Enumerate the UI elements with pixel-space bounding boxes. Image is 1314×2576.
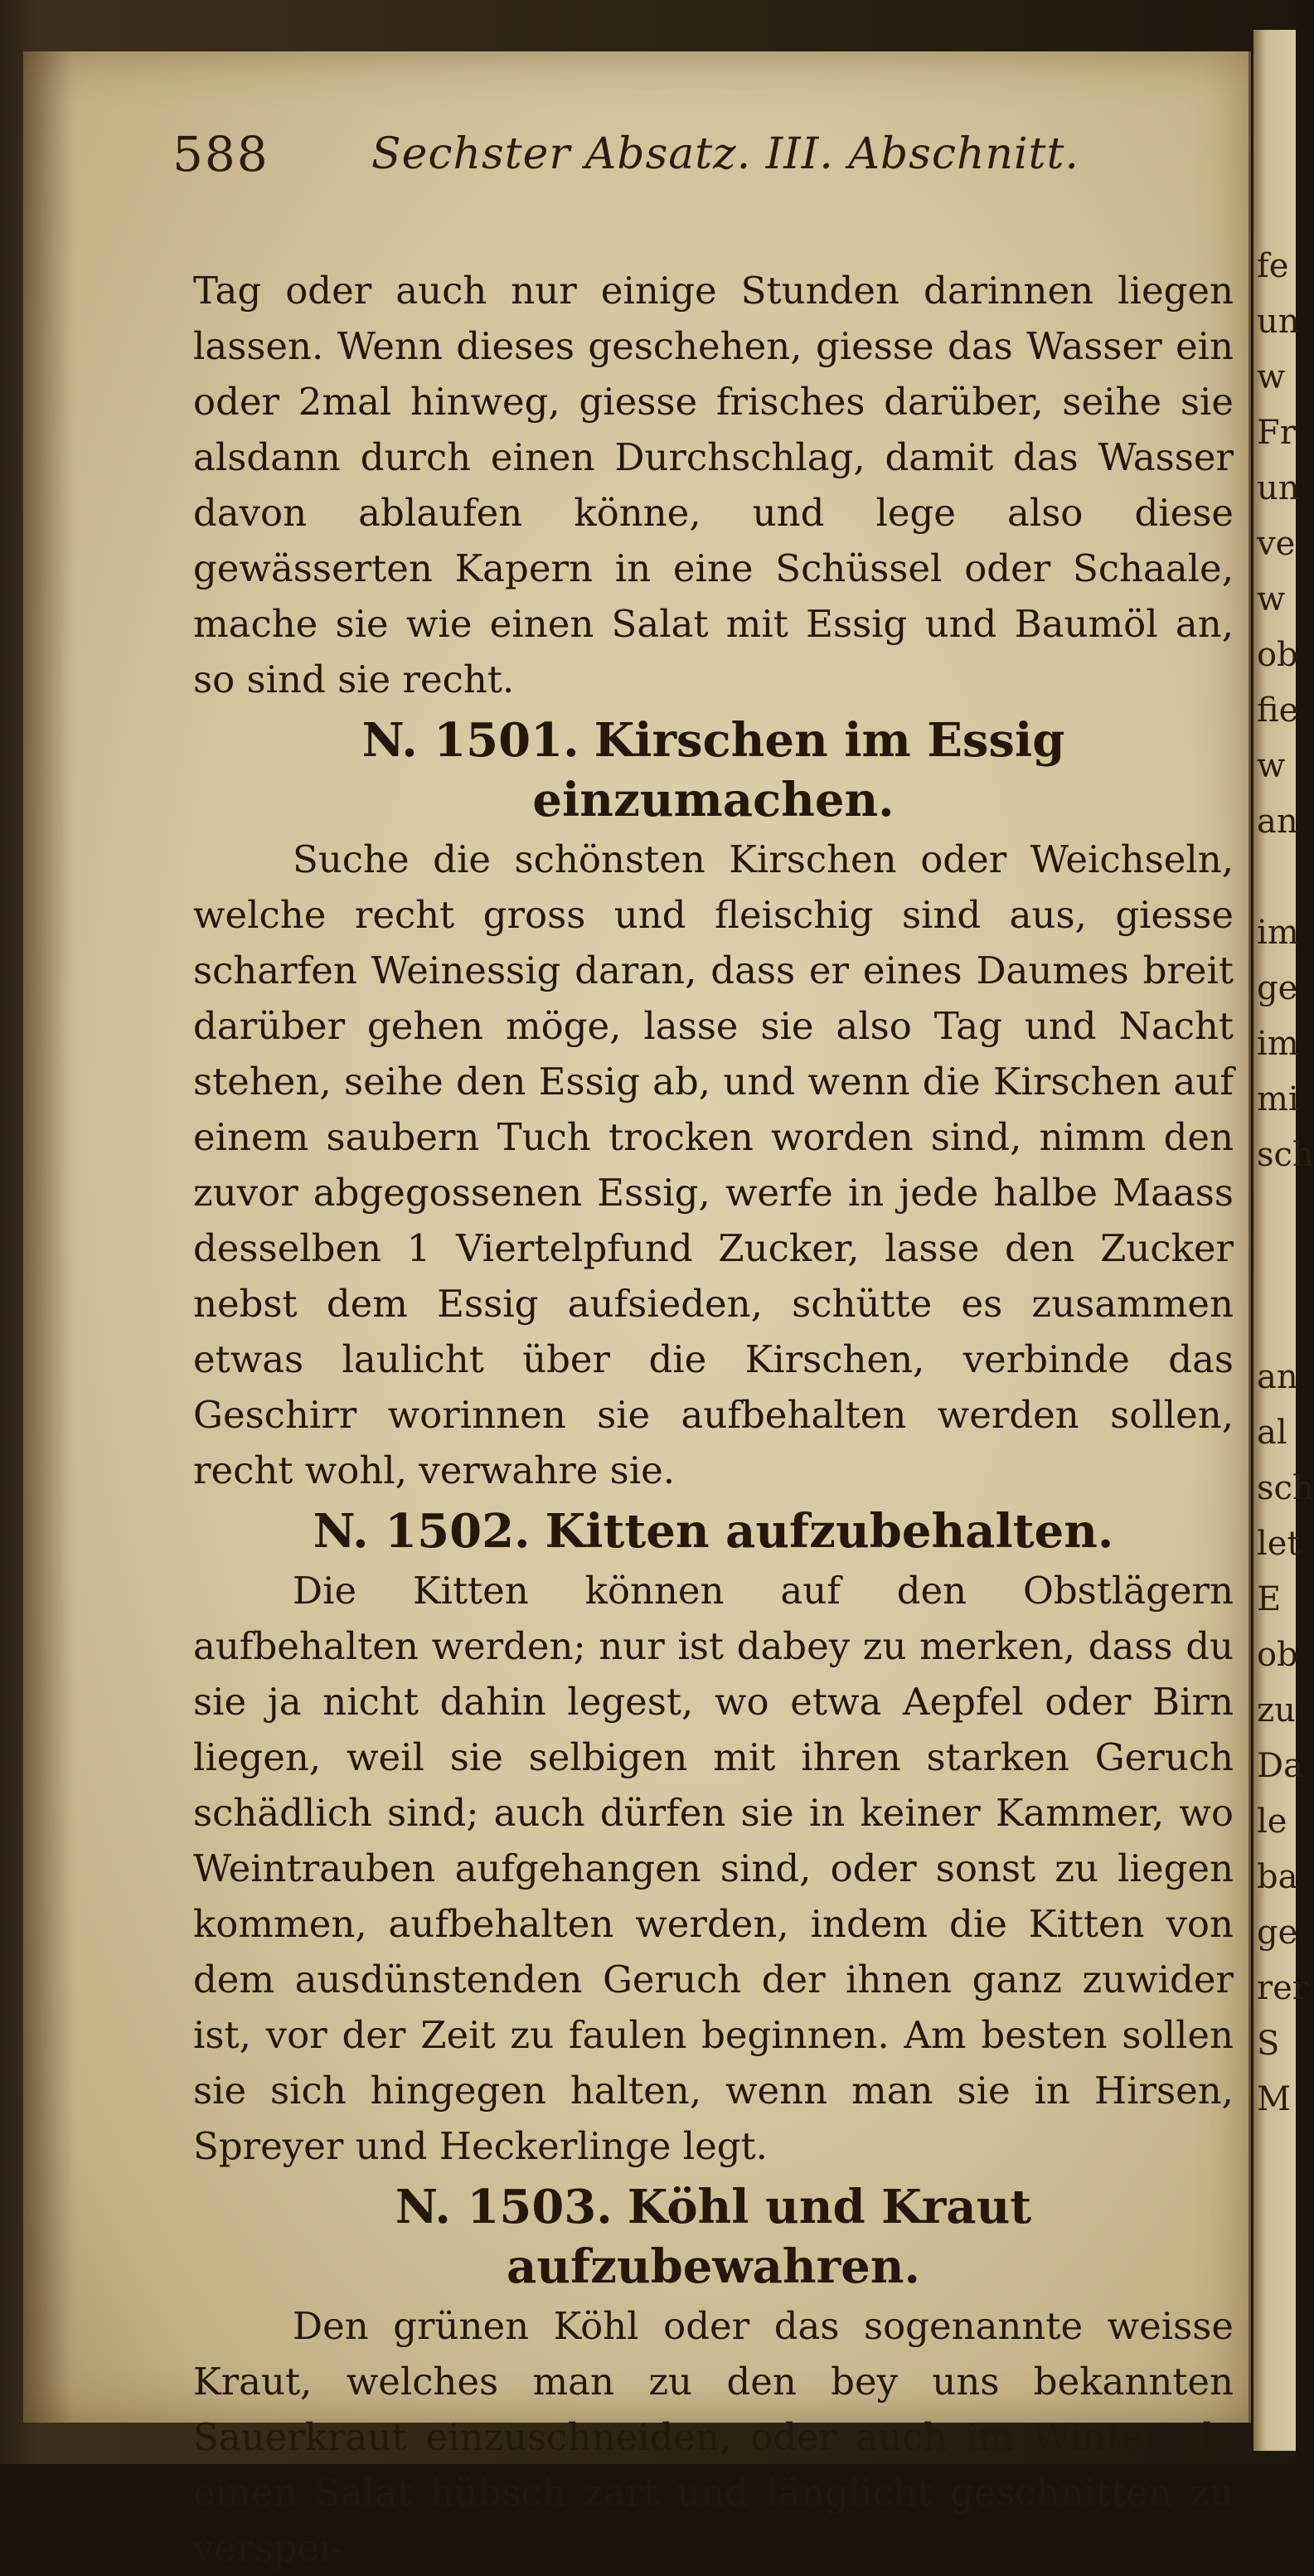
paragraph-kitten: Die Kitten können auf den Obstlägern aufbehalten werden; nur ist dabey zu merken, dass du sie ja nicht dahin legest, wo etwa Aepfel oder Birn liegen, weil sie selbigen mit ihren starken Geruch schädlich sind; auch dürfen sie in keiner Kammer, wo Weintrauben aufgehangen sind, oder sonst zu liegen kommen, aufbehalten werden, indem die Kitten von dem ausdünstenden Geruch der ihnen ganz zuwider ist, vor der Zeit zu faulen beginnen. Am besten sollen sie sich hingegen halten, wenn man sie in Hirsen, Spreyer und Heckerlinge legt. xyxy=(193,1569,1234,2168)
facing-page-fragment: sch xyxy=(1257,1136,1314,1174)
facing-page-edge xyxy=(1253,30,1314,2451)
text-block xyxy=(193,263,1234,2576)
page-gutter-shadow xyxy=(23,51,73,2423)
facing-page-fragment: an xyxy=(1257,803,1298,841)
facing-page-fragment: fe xyxy=(1257,247,1289,285)
section-title: Kitten aufzubehalten. xyxy=(545,1504,1114,1559)
section-number: N. 1501. xyxy=(361,713,579,768)
facing-page-fragment: im xyxy=(1257,1025,1299,1063)
facing-page-text-fragments xyxy=(1257,239,1314,2127)
facing-page-fragment: im xyxy=(1257,914,1299,952)
facing-page-fragment: ve xyxy=(1257,525,1296,563)
facing-page-fragment: w xyxy=(1257,580,1286,619)
facing-page-fragment: ob xyxy=(1257,1636,1298,1674)
facing-page-fragment xyxy=(1257,1183,1307,1239)
facing-page-fragment: ba xyxy=(1257,1858,1298,1896)
facing-page-fragment: le xyxy=(1257,1802,1287,1841)
facing-page-fragment: w xyxy=(1257,747,1286,785)
page-number: 588 xyxy=(172,126,269,182)
facing-page-fragment: M xyxy=(1257,2080,1291,2118)
section-heading-1502 xyxy=(193,1501,1234,1561)
section-heading-1503 xyxy=(193,2177,1234,2297)
facing-page-fragment: let xyxy=(1257,1525,1301,1563)
facing-page-fragment: ge xyxy=(1257,969,1298,1007)
facing-page-fragment: rer xyxy=(1257,1969,1308,2007)
facing-page-fragment: ge xyxy=(1257,1914,1298,1952)
paragraph-kohl: Den grünen Köhl oder das sogenannte weisse Kraut, welches man zu den bey uns bekannten Sauerkraut einzuschneiden, oder auch im Winter als einen Salat hübsch zart und länglicht geschnitten zu verspei- xyxy=(193,2304,1234,2570)
facing-page-fragment: ob xyxy=(1257,636,1298,674)
section-number: N. 1502. xyxy=(313,1504,531,1559)
facing-page-fragment: Fr xyxy=(1257,414,1296,452)
facing-page-fragment: fie xyxy=(1257,691,1299,730)
facing-page-fragment xyxy=(1257,850,1307,905)
facing-page-fragment: sch xyxy=(1257,1469,1314,1507)
facing-page-fragment: S xyxy=(1257,2025,1280,2063)
page-header xyxy=(172,126,1109,201)
facing-page-fragment: w xyxy=(1257,358,1286,396)
section-title: Kirschen im Essig einzumachen. xyxy=(532,713,1065,827)
facing-page-fragment: an xyxy=(1257,1358,1298,1396)
book-page xyxy=(23,51,1251,2570)
facing-page-fragment: un xyxy=(1257,469,1300,507)
section-number: N. 1503. xyxy=(395,2180,613,2234)
paragraph-kapern-continuation: Tag oder auch nur einige Stunden darinnen liegen lassen. Wenn dieses geschehen, giesse das Wasser ein oder 2mal hinweg, giesse frisches darüber, seihe sie alsdann durch einen Durchschlag, damit das Wasser davon ablaufen könne, und lege also diese gewässerten Kapern in eine Schüssel oder Schaale, mache sie wie einen Salat mit Essig und Baumöl an, so sind sie recht. xyxy=(193,269,1234,701)
facing-page-fragment: zu xyxy=(1257,1691,1296,1729)
facing-page-fragment: mi xyxy=(1257,1080,1299,1118)
section-title: Köhl und Kraut aufzubewahren. xyxy=(507,2180,1032,2294)
facing-page-fragment: E xyxy=(1257,1580,1282,1618)
facing-page-fragment: al xyxy=(1257,1414,1287,1452)
paragraph-kirschen: Suche die schönsten Kirschen oder Weichseln, welche recht gross und fleischig sind aus, giesse scharfen Weinessig daran, dass er eines Daumes breit darüber gehen möge, lasse sie also Tag und Nacht stehen, seihe den Essig ab, und wenn die Kirschen auf einem saubern Tuch trocken worden sind, nimm den zuvor abgegossenen Essig, werfe in jede halbe Maass desselben 1 Viertelpfund Zucker, lasse den Zucker nebst dem Essig aufsieden, schütte es zusammen etwas laulicht über die Kirschen, verbinde das Geschirr worinnen sie aufbehalten werden sollen, recht wohl, verwahre sie. xyxy=(193,837,1234,1492)
facing-page-fragment xyxy=(1257,1239,1307,1294)
running-head: Sechster Absatz. III. Abschnitt. xyxy=(371,129,1079,179)
facing-page-fragment: un xyxy=(1257,303,1300,341)
section-heading-1501 xyxy=(193,711,1234,830)
facing-page-fragment xyxy=(1257,1294,1307,1350)
facing-page-fragment: Da xyxy=(1257,1747,1303,1785)
